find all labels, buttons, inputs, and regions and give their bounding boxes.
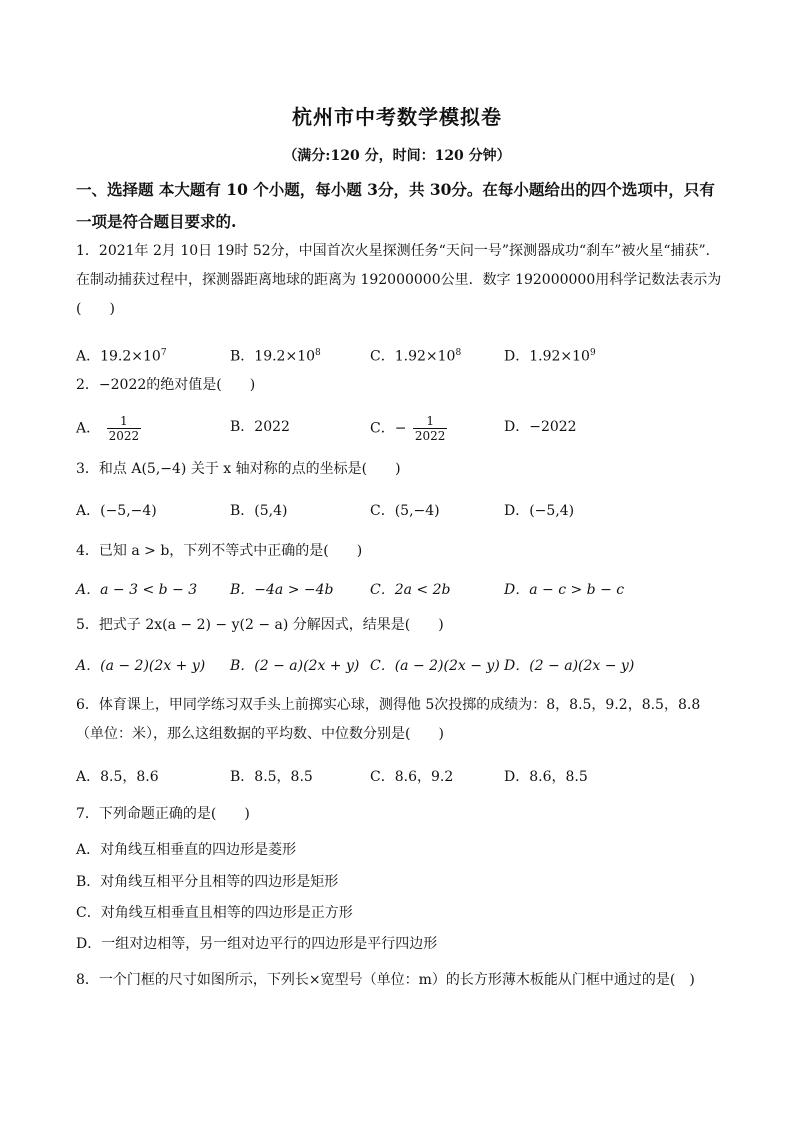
question-1-options (76, 340, 726, 366)
question-3-options (76, 498, 726, 524)
question-8-stem: 8．一个门框的尺寸如图所示，下列长×宽型号（单位：m）的长方形薄木板能从门框中通过的是( ) (76, 972, 695, 988)
question-5-options (76, 653, 726, 679)
option-c: C．− $\frac{1}{2022}$ (370, 414, 446, 443)
option-c: C．2a < 2b (370, 582, 451, 598)
option-d: D．(−5,4) (504, 503, 575, 519)
option-b: B．$19.2\times 10^8$ (230, 348, 321, 365)
question-1-stem: 1．2021年 2月 10日 19时 52分，中国首次火星探测任务“天问一号”探测器成功“刹车”被火星“捕获”．在制动捕获过程中，探测器距离地球的距离为 192000000公里．数字 192000000用科学记数法表示为( ) (76, 243, 722, 317)
exam-info: （满分:120 分，时间：120 分钟） (283, 148, 511, 164)
option-a: A．8.5，8.6 (76, 769, 159, 785)
option-a: A．对角线互相垂直的四边形是菱形 (76, 842, 297, 858)
section-heading: 一、选择题 本大题有 10 个小题，每小题 3分，共 30分。在每小题给出的四个选项中，只有一项是符合题目要求的. (76, 180, 715, 231)
question-2-stem: 2．−2022的绝对值是( ) (76, 377, 256, 393)
option-d: D．一组对边相等，另一组对边平行的四边形是平行四边形 (76, 936, 438, 952)
option-b: B．2022 (230, 419, 290, 435)
option-a: A． $\frac{1}{2022}$ (76, 414, 140, 443)
option-b: B．(2 − a)(2x + y) (230, 658, 360, 674)
question-4-stem: 4．已知 a > b，下列不等式中正确的是( ) (76, 543, 363, 559)
option-d: D．$1.92\times 10^9$ (504, 348, 596, 365)
option-a: A．(a − 2)(2x + y) (76, 658, 206, 674)
question-7-stem: 7．下列命题正确的是( ) (76, 806, 250, 822)
option-b: B．(5,4) (230, 503, 288, 519)
option-b: B．8.5，8.5 (230, 769, 313, 785)
option-c: C．(5,−4) (370, 503, 440, 519)
fraction: $\frac{1}{2022}$ (108, 414, 140, 443)
option-d: D．−2022 (504, 419, 577, 435)
question-5-stem: 5．把式子 2x(a − 2) − y(2 − a) 分解因式，结果是( ) (76, 617, 444, 633)
question-3-stem: 3．和点 A(5,−4) 关于 x 轴对称的点的坐标是( ) (76, 461, 401, 477)
question-4-options (76, 577, 726, 603)
option-c: C．8.6，9.2 (370, 769, 454, 785)
option-b: B．−4a > −4b (230, 582, 334, 598)
option-a: A．a − 3 < b − 3 (76, 582, 198, 598)
option-c: C．$1.92\times 10^8$ (370, 348, 462, 365)
option-a: A．$19.2\times 10^7$ (76, 348, 167, 365)
question-2-options (76, 410, 726, 446)
question-6-options (76, 764, 726, 790)
option-c: C．(a − 2)(2x − y) (370, 658, 500, 674)
fraction: $\frac{1}{2022}$ (414, 414, 446, 443)
option-a: A．(−5,−4) (76, 503, 157, 519)
option-d: D．8.6，8.5 (504, 769, 588, 785)
option-d: D．(2 − a)(2x − y) (504, 658, 635, 674)
page-title: 杭州市中考数学模拟卷 (292, 105, 502, 129)
option-c: C．对角线互相垂直且相等的四边形是正方形 (76, 905, 353, 921)
option-d: D．a − c > b − c (504, 582, 625, 598)
option-b: B．对角线互相平分且相等的四边形是矩形 (76, 874, 339, 890)
question-6-stem: 6．体育课上，甲同学练习双手头上前掷实心球，测得他 5次投掷的成绩为：8，8.5，9.2，8.5，8.8（单位：米），那么这组数据的平均数、中位数分别是( ) (76, 697, 701, 742)
